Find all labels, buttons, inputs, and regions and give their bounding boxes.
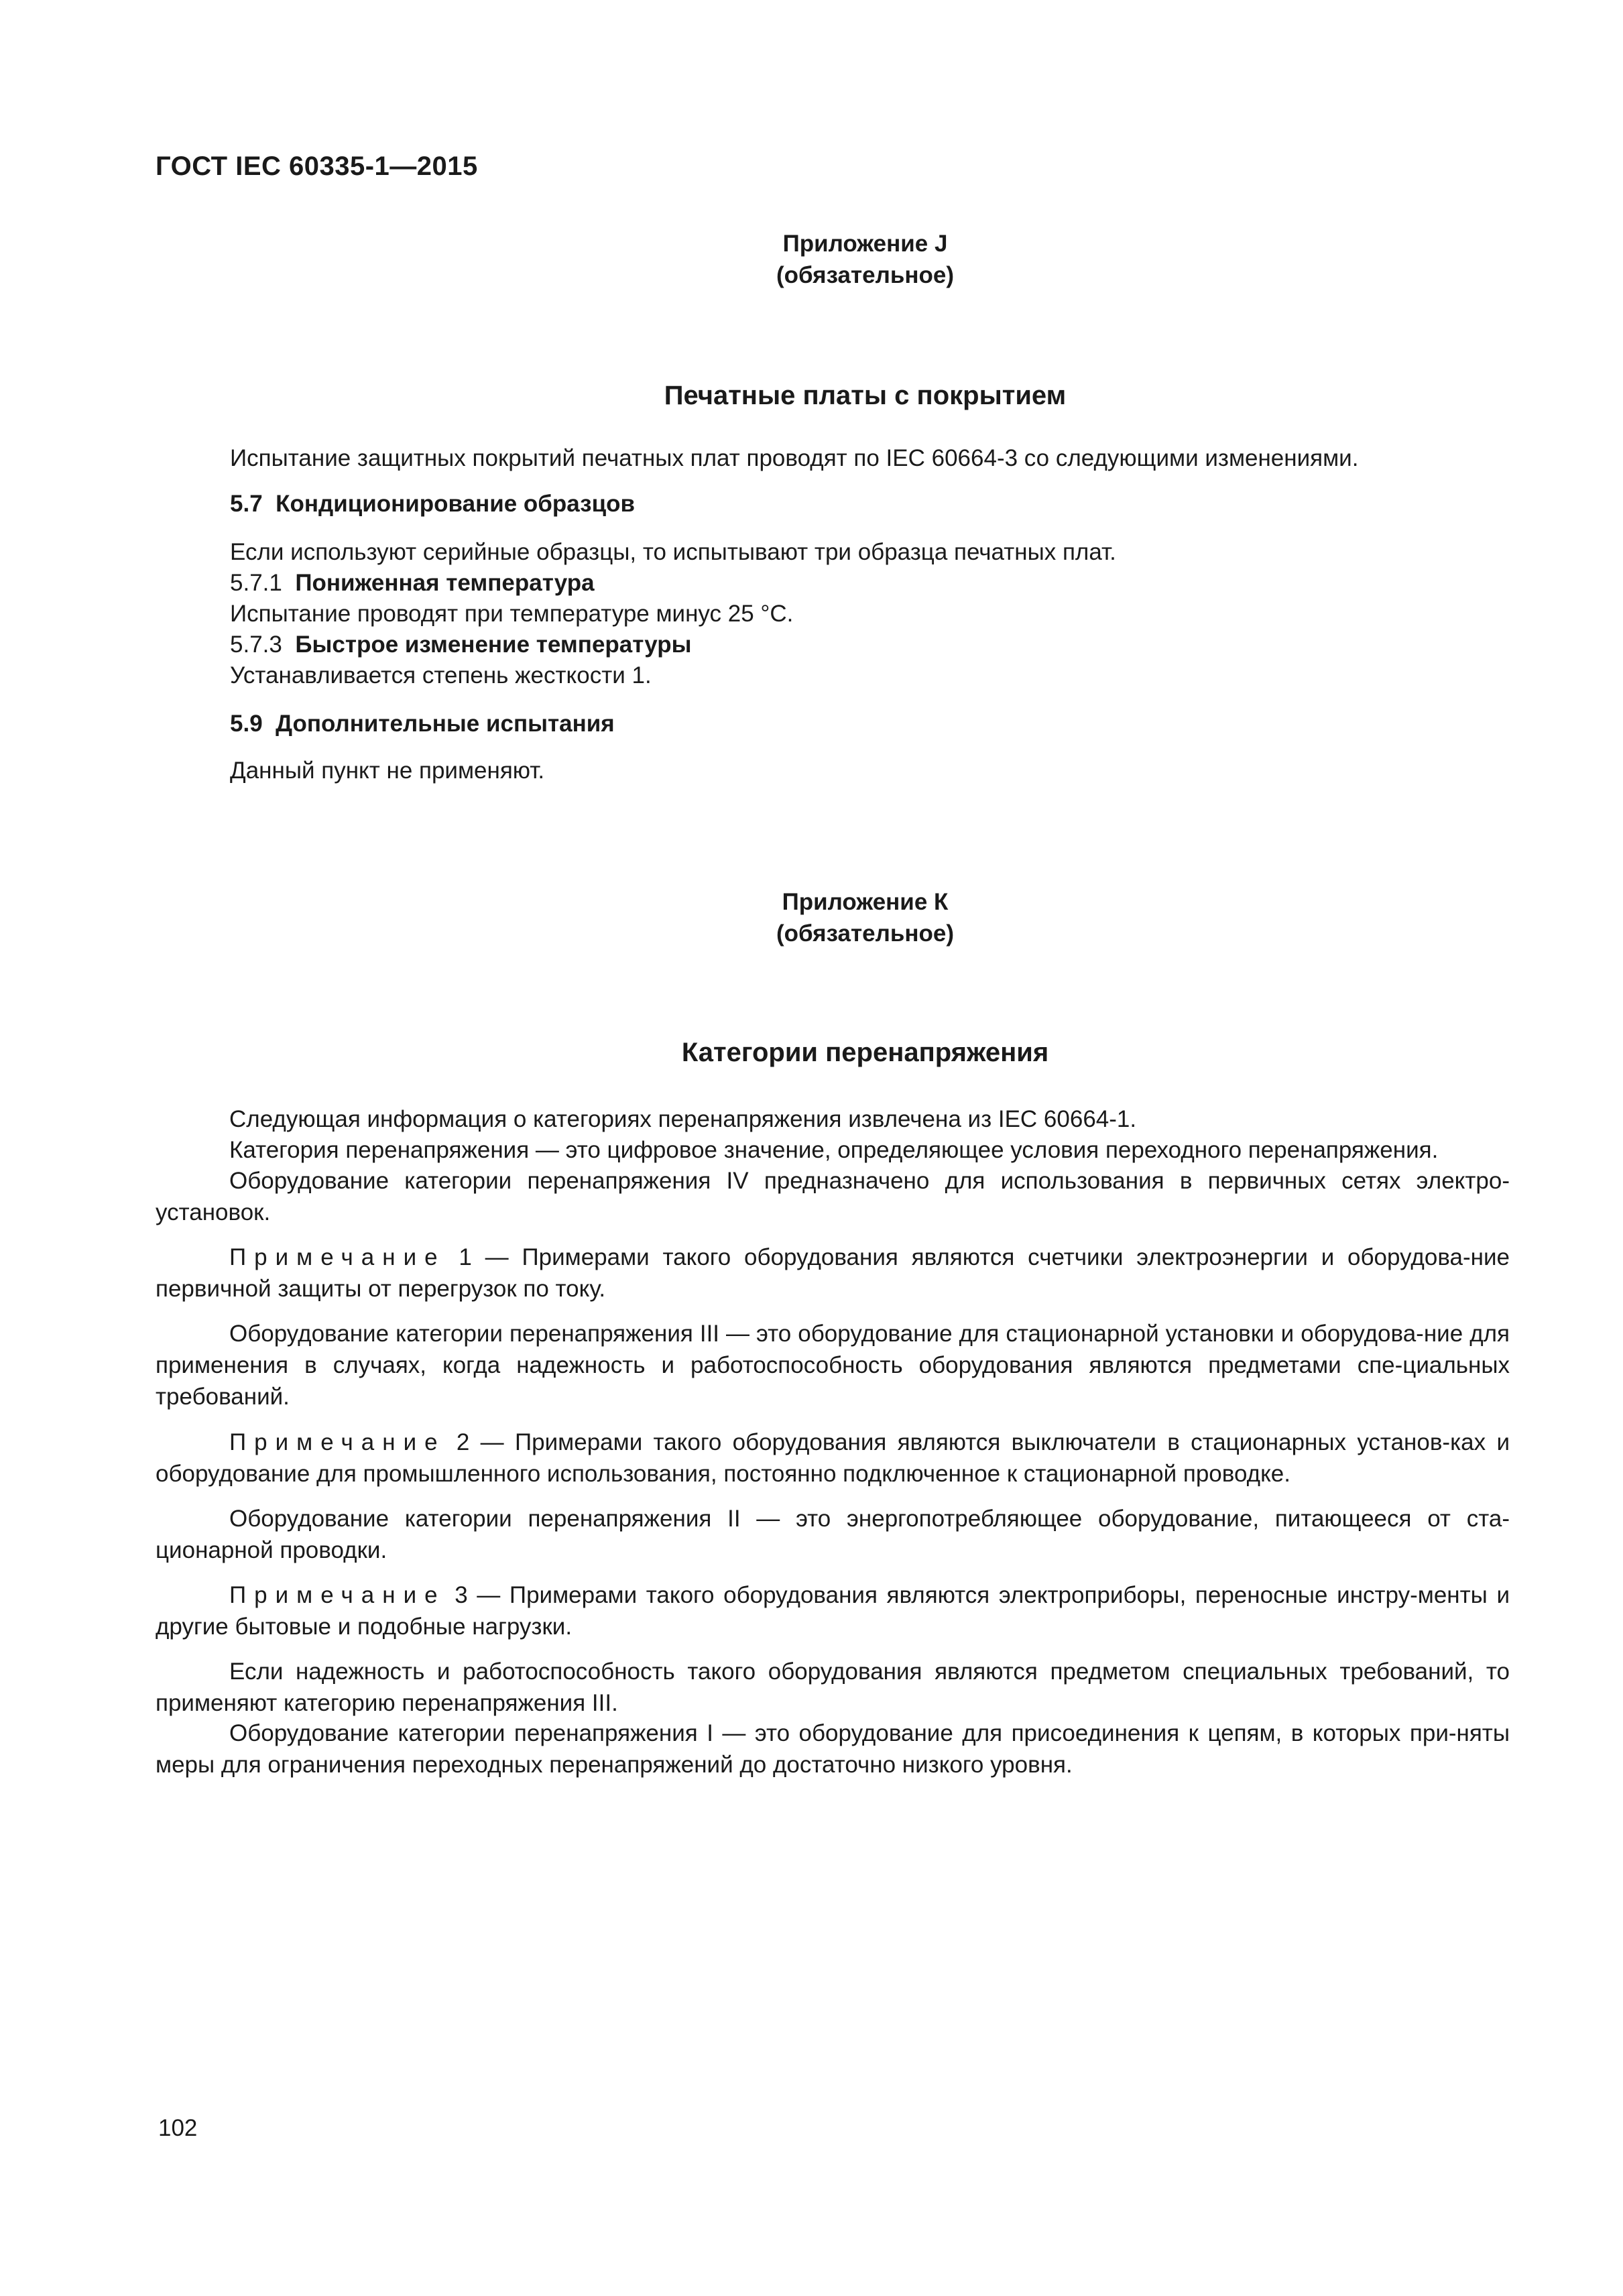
section-5-7-3-heading [230, 629, 692, 660]
appendix-k-paragraph-6: Если надежность и работоспособность такого оборудования являются предметом специальных требований, то применяют категорию перенапряжения III. [156, 1658, 1510, 1716]
section-5-9-title: Дополнительные испытания [276, 711, 615, 737]
note-2-text: 2 — Примерами такого оборудования являются выключатели в стационарных установ-ках и оборудование для промышленного использования, постоянно подключенное к стационарной проводке. [156, 1429, 1510, 1487]
section-5-7-1-number: 5.7.1 [230, 570, 282, 596]
appendix-k-paragraph-4: Оборудование категории перенапряжения III — это оборудование для стационарной установки и оборудова-ние для применения в случаях, когда надежность и работоспособность оборудования являются предметами спе-циальных требований. [156, 1321, 1510, 1410]
document-code: ГОСТ IEC 60335-1—2015 [156, 152, 478, 181]
appendix-k-paragraph-7: Оборудование категории перенапряжения I — это оборудование для присоединения к цепям, в которых при-няты меры для ограничения переходных перенапряжений до достаточно низкого уровня. [156, 1720, 1510, 1778]
section-5-9-text: Данный пункт не применяют. [230, 758, 545, 784]
section-5-7-number: 5.7 [230, 491, 263, 517]
section-5-7-1-heading [230, 567, 595, 599]
section-5-7-title: Кондиционирование образцов [276, 491, 635, 517]
note-1-text: 1 — Примерами такого оборудования являются счетчики электроэнергии и оборудова-ние первичной защиты от перегрузок по току. [156, 1244, 1510, 1302]
section-5-7-text: Если используют серийные образцы, то испытывают три образца печатных плат. [230, 539, 1116, 565]
appendix-j-status: (обязательное) [776, 262, 954, 288]
page-number: 102 [158, 2115, 198, 2141]
appendix-j-intro: Испытание защитных покрытий печатных плат проводят по IEC 60664-3 со следующими изменениями. [230, 445, 1359, 471]
appendix-j-title: Приложение J [782, 231, 948, 257]
appendix-k-status: (обязательное) [776, 920, 954, 947]
note-3-text: 3 — Примерами такого оборудования являются электроприборы, переносные инстру-менты и другие бытовые и подобные нагрузки. [156, 1582, 1510, 1640]
note-2-label: Примечание [229, 1429, 446, 1455]
section-5-7-heading [230, 488, 635, 520]
note-1 [156, 1242, 1510, 1305]
note-3 [156, 1579, 1510, 1642]
section-5-7-3-text: Устанавливается степень жесткости 1. [230, 662, 652, 688]
appendix-k-heading: Категории перенапряжения [681, 1038, 1049, 1067]
appendix-j-block [0, 228, 1623, 291]
appendix-k-paragraph-3: Оборудование категории перенапряжения IV предназначено для использования в первичных сетях электро-установок. [156, 1168, 1510, 1225]
note-1-label: Примечание [229, 1244, 446, 1270]
appendix-k-paragraph-5: Оборудование категории перенапряжения II — это энергопотребляющее оборудование, питающееся от ста-ционарной проводки. [156, 1506, 1510, 1563]
section-5-9-heading [230, 708, 615, 739]
appendix-k-paragraph-1: Следующая информация о категориях перенапряжения извлечена из IEC 60664-1. [229, 1106, 1137, 1132]
appendix-k-paragraph-2: Категория перенапряжения — это цифровое значение, определяющее условия переходного перенапряжения. [229, 1137, 1439, 1163]
section-5-9-number: 5.9 [230, 711, 263, 737]
section-5-7-1-text: Испытание проводят при температуре минус 25 °С. [230, 601, 794, 627]
appendix-k-block [0, 886, 1623, 949]
appendix-k-title: Приложение К [782, 889, 949, 915]
section-5-7-3-title: Быстрое изменение температуры [295, 631, 692, 658]
section-5-7-1-title: Пониженная температура [295, 570, 595, 596]
note-3-label: Примечание [229, 1582, 446, 1608]
appendix-j-heading: Печатные платы с покрытием [664, 381, 1067, 410]
note-2 [156, 1427, 1510, 1490]
section-5-7-3-number: 5.7.3 [230, 631, 282, 658]
